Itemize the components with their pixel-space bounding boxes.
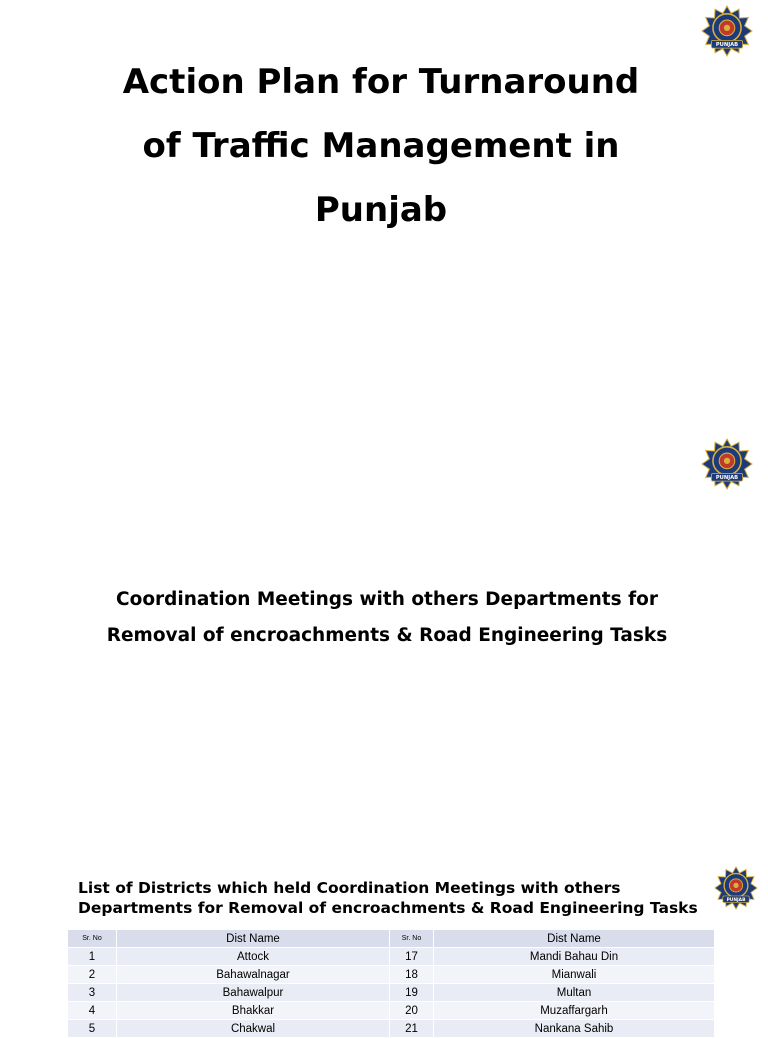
svg-text:PUNJAB: PUNJAB [726,897,746,903]
title-line: Punjab [314,190,448,230]
svg-text:PUNJAB: PUNJAB [715,475,739,482]
table-cell-dist-name: Attock [117,948,390,966]
table-cell-dist-name: Multan [434,984,715,1002]
table-row [68,966,715,984]
column-header-dist-name: Dist Name [434,930,715,948]
table-cell-dist-name: Mandi Bahau Din [434,948,715,966]
table-cell-sr-no: 4 [68,1002,117,1020]
table-cell-dist-name: Bahawalnagar [117,966,390,984]
district-list-heading: List of Districts which held Coordination Meetings with others Departments for Removal of encroachments & Road Engineering Tasks [78,879,698,917]
table-cell-sr-no: 21 [390,1020,434,1038]
traffic-police-badge-icon [701,438,753,490]
table-cell-sr-no: 20 [390,1002,434,1020]
table-cell-sr-no: 1 [68,948,117,966]
table-cell-dist-name: Mianwali [434,966,715,984]
column-header-sr-no: Sr. No [68,930,117,948]
table-cell-dist-name: Chakwal [117,1020,390,1038]
svg-text:PUNJAB: PUNJAB [715,42,739,49]
table-cell-sr-no: 2 [68,966,117,984]
table-cell-dist-name: Nankana Sahib [434,1020,715,1038]
district-table [67,929,715,1038]
column-header-dist-name: Dist Name [117,930,390,948]
table-row [68,984,715,1002]
title-line: Action Plan for Turnaround [122,62,640,102]
table-row [68,1002,715,1020]
section-heading-line: Coordination Meetings with others Departments for [116,589,658,610]
traffic-police-badge-icon [714,866,758,910]
table-cell-sr-no: 3 [68,984,117,1002]
table-cell-sr-no: 17 [390,948,434,966]
table-cell-dist-name: Bahawalpur [117,984,390,1002]
table-row [68,948,715,966]
table-row [68,1020,715,1038]
section-heading-line: Removal of encroachments & Road Engineering Tasks [106,625,668,646]
section-heading [0,582,768,654]
table-cell-sr-no: 19 [390,984,434,1002]
title-line: of Traffic Management in [142,126,620,166]
table-cell-sr-no: 18 [390,966,434,984]
table-cell-dist-name: Bhakkar [117,1002,390,1020]
page-title [0,50,762,242]
table-header-row [68,930,715,948]
table-cell-dist-name: Muzaffargarh [434,1002,715,1020]
column-header-sr-no: Sr. No [390,930,434,948]
table-cell-sr-no: 5 [68,1020,117,1038]
